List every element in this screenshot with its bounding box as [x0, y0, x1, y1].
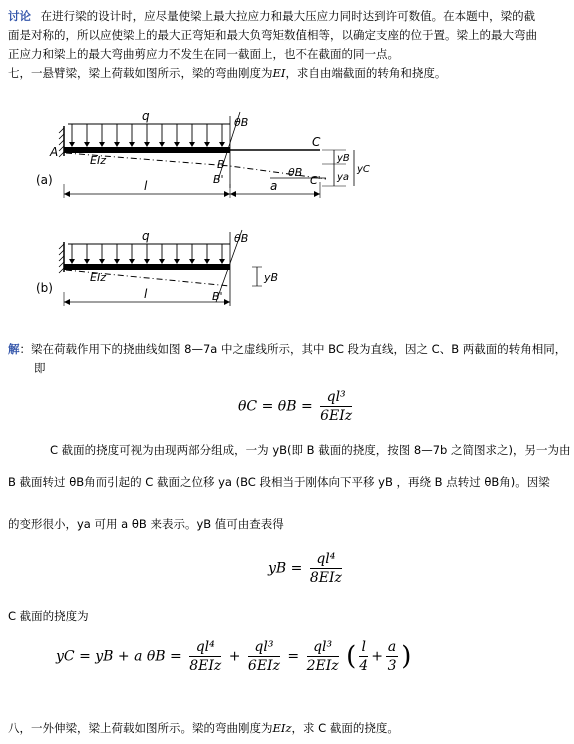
fig-a-yB-label: yB [337, 153, 350, 164]
fig-a-yC-label: yC [357, 164, 370, 175]
fig-a-a-label: a [270, 179, 278, 193]
problem-7-statement: 七，一悬臂梁，梁上荷载如图所示，梁的弯曲刚度为EI，求自由端截面的转角和挠度。 [8, 66, 447, 80]
solution-line-2: 即 [34, 361, 46, 375]
discussion-label: 讨论 [8, 9, 31, 23]
figure-b-cantilever [30, 222, 330, 322]
solution-p4-line: C 截面的挠度为 [8, 609, 89, 623]
fig-a-Bprime-label: B' [213, 173, 224, 186]
fig-a-A-label: A [50, 145, 59, 159]
discussion-line-2: 面是对称的，所以应使梁上的最大正弯矩和最大负弯矩数值相等，以确定支座的位于置。梁上的最大弯曲 [8, 28, 537, 42]
fig-b-l-label: l [144, 287, 148, 301]
equation-theta: θC = θB = $\frac{\text{ql³}}{\text{6EIz}}$ [238, 389, 353, 424]
fig-a-thetaB-right: θB [288, 166, 303, 179]
discussion-line-3: 正应力和梁上的最大弯曲剪应力不发生在同一截面上，也不在截面的同一点。 [8, 47, 399, 61]
fig-b-q-label: q [142, 229, 150, 243]
fig-b-thetaB-label: θB [234, 232, 249, 245]
fig-a-l-label: l [144, 179, 148, 193]
fig-b-Bprime-label: B' [212, 290, 223, 303]
discussion-line-1: 讨论 在进行梁的设计时，应尽量使梁上最大拉应力和最大压应力同时达到许可数值。在本题中，梁的截 [8, 9, 536, 23]
problem-8-statement: 八，一外伸梁，梁上荷载如图所示。梁的弯曲刚度为EIz，求 C 截面的挠度。 [8, 721, 399, 735]
fig-a-B-label: B [217, 158, 225, 171]
fig-a-tag: (a) [36, 173, 53, 187]
solution-line-1: 解：梁在荷载作用下的挠曲线如图 8—7a 中之虚线所示，其中 BC 段为直线，因之 C、B 两截面的转角相同， [8, 342, 567, 356]
solution-label: 解 [8, 342, 20, 356]
fig-a-Cprime-label: C' [310, 174, 321, 187]
fig-a-C-label: C [312, 135, 321, 149]
figure-a-cantilever [30, 98, 370, 218]
solution-p3-line: 的变形很小，ya 可用 a θB 来表示。yB 值可由查表得 [8, 517, 284, 531]
equation-yC: yC = yB + a θB = $\frac{\text{ql⁴}}{\text{8EIz}}$ + $\frac{\text{ql³}}{\text{6EIz}}$ = $\frac{\text{ql³}}{\text{2EIz}}$ ( $\frac{l}{4}$ + $\frac{a}{3}$ ) [56, 639, 412, 674]
fig-b-yB-label: yB [264, 271, 279, 284]
fig-a-EIz-label: EIz [90, 154, 106, 167]
fig-b-tag: (b) [36, 281, 53, 295]
equation-yB: yB = $\frac{\text{ql⁴}}{\text{8EIz}}$ [268, 551, 342, 586]
solution-p2-line-2: B 截面转过 θB角而引起的 C 截面之位移 ya (BC 段相当于刚体向下平移 yB ，再绕 B 点转过 θB角)。因梁 [8, 475, 550, 489]
fig-a-q-label: q [142, 109, 150, 123]
solution-p2-line-1: C 截面的挠度可视为由现两部分组成，一为 yB(即 B 截面的挠度，按图 8—7b 之简图求之)，另一为由 [50, 443, 571, 457]
fig-a-ya-label: ya [337, 172, 350, 183]
fig-b-EIz-label: EIz [90, 271, 106, 284]
fig-a-thetaB-top: θB [234, 116, 249, 129]
